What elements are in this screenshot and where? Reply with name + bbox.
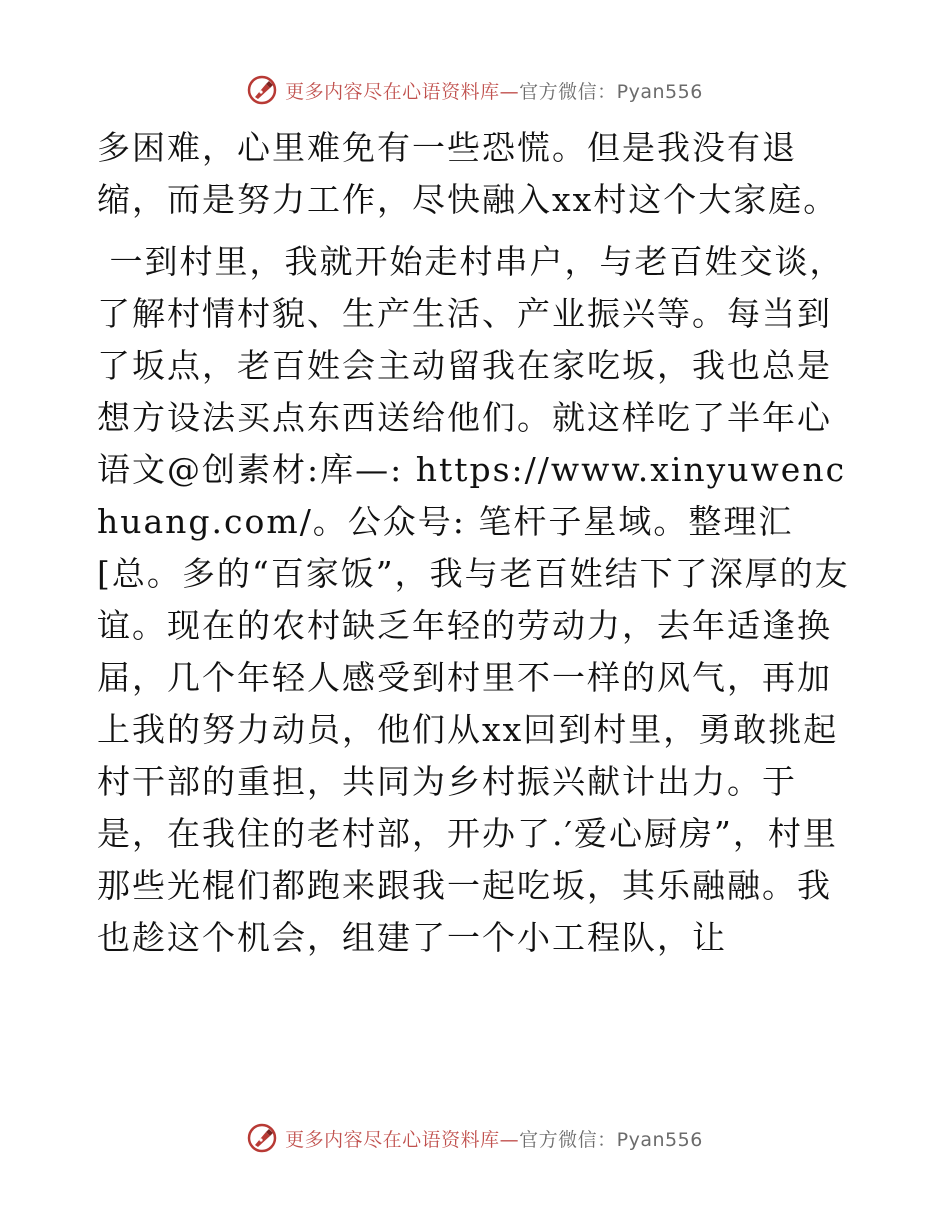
pen-nib-logo-icon [247,1123,277,1153]
header-brand-text: 更多内容尽在心语资料库— [285,80,520,103]
pen-nib-logo-icon [247,75,277,105]
footer-brand-text: 更多内容尽在心语资料库— [285,1128,520,1151]
document-body [97,122,857,964]
footer-wechat-text: 官方微信：Pyan556 [519,1128,703,1151]
footer-banner-text [285,1125,703,1152]
footer-banner [0,1118,950,1158]
header-wechat-text: 官方微信：Pyan556 [519,80,703,103]
paragraph-1: 多困难，心里难免有一些恐慌。但是我没有退缩，而是努力工作，尽快融入xx村这个大家庭。 [97,128,839,219]
header-banner [0,70,950,110]
header-banner-text [285,77,703,104]
paragraph-2: 一到村里，我就开始走村串户，与老百姓交谈，了解村情村貌、生产生活、产业振兴等。每当到了坂点，老百姓会主动留我在家吃坂，我也总是想方设法买点东西送给他们。就这样吃了半年心语文@创素材:库—: https://www.xinyuwenchuang.com/。公众号: 笔杆子星域。整理汇[总。多的“百家饭”，我与老百姓结下了深厚的友谊。现在的农村缺乏年轻的劳动力，去年适逢换届，几个年轻人感受到村里不一样的风气，再加上我的努力动员，他们从xx回到村里，勇敢挑起村干部的重担，共同为乡村振兴献计出力。于是，在我住的老村部，开办了.′爱心厨房”，村里那些光棍们都跑来跟我一起吃坂，其乐融融。我也趁这个机会，组建了一个小工程队，让 [97,242,850,957]
